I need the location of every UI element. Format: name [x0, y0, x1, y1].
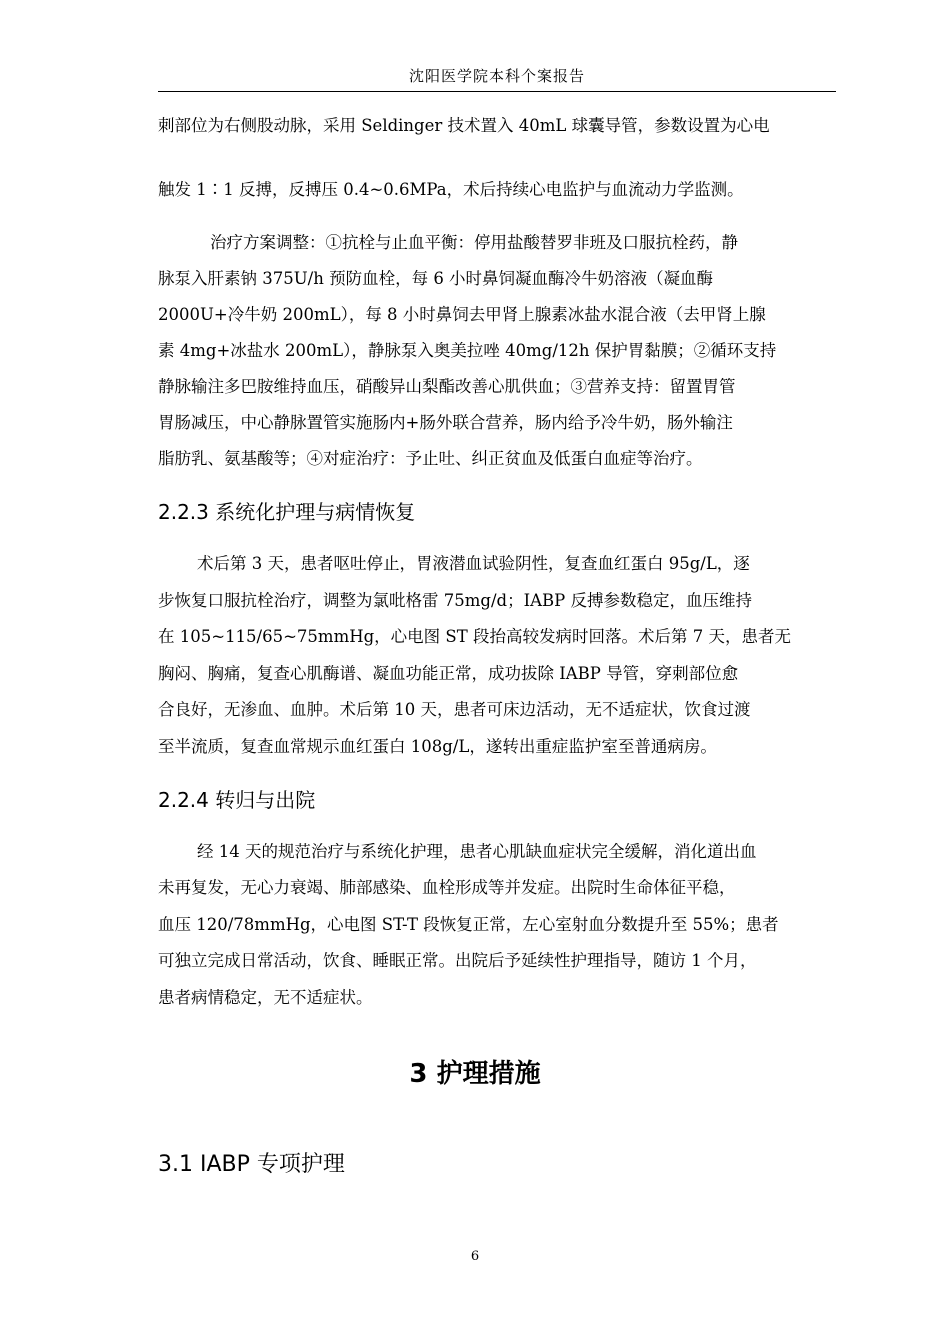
paragraph-line: 至半流质，复查血常规示血红蛋白 108g/L，遂转出重症监护室至普通病房。 — [158, 737, 717, 756]
paragraph-line: 胃肠减压，中心静脉置管实施肠内+肠外联合营养，肠内给予冷牛奶，肠外输注 — [158, 413, 733, 432]
paragraph-line: 可独立完成日常活动，饮食、睡眠正常。出院后予延续性护理指导，随访 1 个月， — [158, 951, 757, 970]
paragraph-line: 治疗方案调整：①抗栓与止血平衡：停用盐酸替罗非班及口服抗栓药，静 — [210, 233, 738, 252]
paragraph-line: 合良好，无渗血、血肿。术后第 10 天，患者可床边活动，无不适症状，饮食过渡 — [158, 700, 751, 719]
paragraph-line: 患者病情稳定，无不适症状。 — [158, 988, 373, 1007]
section-heading-3-1: 3.1 IABP 专项护理 — [158, 1152, 345, 1177]
paragraph-line: 脉泵入肝素钠 375U/h 预防血栓，每 6 小时鼻饲凝血酶冷牛奶溶液（凝血酶 — [158, 269, 714, 288]
chapter-heading-3: 3 护理措施 — [409, 1059, 541, 1089]
paragraph-line: 触发 1∶1 反搏，反搏压 0.4~0.6MPa，术后持续心电监护与血流动力学监测。 — [158, 180, 744, 199]
paragraph-line: 术后第 3 天，患者呕吐停止，胃液潜血试验阴性，复查血红蛋白 95g/L，逐 — [197, 554, 750, 573]
page-header: 沈阳医学院本科个案报告 — [408, 67, 585, 85]
paragraph-line: 2000U+冷牛奶 200mL），每 8 小时鼻饲去甲肾上腺素冰盐水混合液（去甲肾上腺 — [158, 305, 766, 324]
section-heading-2-2-4: 2.2.4 转归与出院 — [158, 788, 316, 812]
paragraph-line: 刺部位为右侧股动脉，采用 Seldinger 技术置入 40mL 球囊导管，参数设置为心电 — [158, 116, 770, 135]
header-divider — [158, 91, 836, 92]
paragraph-line: 胸闷、胸痛，复查心肌酶谱、凝血功能正常，成功拔除 IABP 导管，穿刺部位愈 — [158, 664, 739, 683]
paragraph-line: 脂肪乳、氨基酸等；④对症治疗：予止吐、纠正贫血及低蛋白血症等治疗。 — [158, 449, 703, 468]
paragraph-line: 静脉输注多巴胺维持血压，硝酸异山梨酯改善心肌供血；③营养支持：留置胃管 — [158, 377, 736, 396]
section-heading-2-2-3: 2.2.3 系统化护理与病情恢复 — [158, 500, 416, 524]
paragraph-line: 在 105~115/65~75mmHg，心电图 ST 段抬高较发病时回落。术后第 7 天，患者无 — [158, 627, 791, 646]
paragraph-line: 素 4mg+冰盐水 200mL），静脉泵入奥美拉唑 40mg/12h 保护胃黏膜；②循环支持 — [158, 341, 777, 360]
page-number: 6 — [470, 1249, 480, 1264]
paragraph-line: 经 14 天的规范治疗与系统化护理，患者心肌缺血症状完全缓解，消化道出血 — [197, 842, 757, 861]
paragraph-line: 血压 120/78mmHg，心电图 ST-T 段恢复正常，左心室射血分数提升至 55%；患者 — [158, 915, 779, 934]
paragraph-line: 步恢复口服抗栓治疗，调整为氯吡格雷 75mg/d；IABP 反搏参数稳定，血压维持 — [158, 591, 752, 610]
paragraph-line: 未再复发，无心力衰竭、肺部感染、血栓形成等并发症。出院时生命体征平稳， — [158, 878, 736, 897]
